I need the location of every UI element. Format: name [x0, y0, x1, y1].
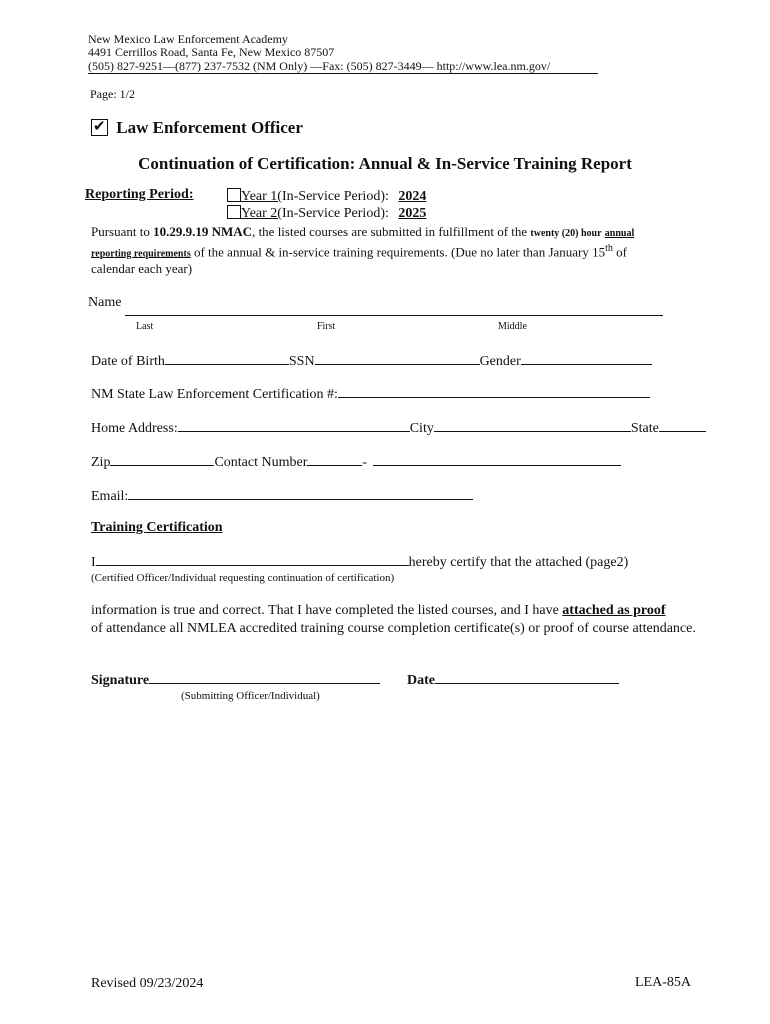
certify-name-field[interactable] — [96, 553, 409, 566]
zip-field[interactable] — [110, 453, 214, 466]
signature-field[interactable] — [149, 671, 380, 684]
pursuant-line1 — [91, 224, 634, 240]
year2-label: Year 2( — [241, 206, 282, 221]
annual-text: annual — [604, 228, 635, 239]
zip-row — [91, 453, 621, 471]
certify-row — [91, 553, 628, 571]
officer-type-row — [91, 118, 303, 138]
email-row — [91, 487, 473, 505]
ssn-field[interactable] — [315, 352, 480, 365]
signature-caption: (Submitting Officer/Individual) — [181, 690, 320, 702]
year2-checkbox[interactable] — [227, 205, 241, 219]
pursuant-line3: calendar each year) — [91, 261, 193, 276]
dob-label: Date of Birth — [91, 354, 165, 369]
gender-field[interactable] — [521, 352, 652, 365]
contact-area-field[interactable] — [307, 453, 362, 466]
address-row — [91, 419, 706, 437]
cert-label: NM State Law Enforcement Certification #: — [91, 387, 338, 402]
year1-row — [227, 188, 426, 205]
middle-caption: Middle — [498, 321, 527, 332]
page-number: Page: 1/2 — [90, 87, 135, 101]
email-field[interactable] — [128, 487, 473, 500]
first-caption: First — [317, 321, 336, 332]
cert-row — [91, 385, 650, 403]
info-line1 — [91, 603, 665, 619]
ssn-label: SSN — [288, 354, 315, 369]
dob-row — [91, 352, 652, 370]
last-caption: Last — [136, 321, 154, 332]
certify-text: hereby certify that the attached (page2) — [408, 555, 629, 570]
state-label: State — [630, 421, 659, 436]
year2-period: In-Service Period): — [281, 206, 389, 221]
city-label: City — [409, 421, 434, 436]
year1-value: 2024 — [398, 189, 427, 204]
contact-dash: - — [362, 455, 368, 470]
cert-field[interactable] — [338, 385, 650, 398]
dob-field[interactable] — [165, 352, 289, 365]
info-line2: of attendance all NMLEA accredited training course completion certificate(s) or proof of course attendance. — [91, 621, 696, 636]
certify-caption: (Certified Officer/Individual requesting continuation of certification) — [91, 572, 395, 584]
date-label: Date — [407, 673, 435, 688]
email-label: Email: — [91, 489, 129, 504]
year1-checkbox[interactable] — [227, 188, 241, 202]
date-field[interactable] — [435, 671, 619, 684]
attached-proof: attached as proof — [562, 603, 666, 618]
nmac-code: 10.29.9.19 NMAC — [153, 224, 253, 239]
form-title: Continuation of Certification: Annual & In-Service Training Report — [138, 154, 632, 173]
hours-text: twenty (20) hour — [530, 228, 602, 239]
academy-name: New Mexico Law Enforcement Academy — [88, 32, 288, 46]
pursuant-line2 — [91, 243, 627, 260]
address-label: Home Address: — [91, 421, 178, 436]
training-heading: Training Certification — [91, 520, 223, 535]
state-field[interactable] — [659, 419, 706, 432]
info-text: information is true and correct. That I have completed the listed courses, and I have — [91, 603, 563, 618]
year1-period: In-Service Period): — [281, 189, 389, 204]
revised-date: Revised 09/23/2024 — [91, 976, 204, 991]
certify-i: I — [91, 555, 96, 570]
reporting-period-label: Reporting Period: — [85, 187, 194, 202]
superscript-th: th — [605, 243, 613, 254]
academy-address: 4491 Cerrillos Road, Santa Fe, New Mexico 87507 — [88, 45, 335, 59]
requirements-text: reporting requirements — [91, 248, 191, 260]
year1-label: Year 1( — [241, 189, 282, 204]
year2-row — [227, 205, 426, 222]
name-field[interactable] — [125, 303, 663, 316]
gender-label: Gender — [479, 354, 521, 369]
city-field[interactable] — [434, 419, 631, 432]
pursuant-text-2: , the listed courses are submitted in fulfillment of the — [252, 224, 531, 239]
pursuant-text-3: of the annual & in-service training requirements. (Due no later than January 15 — [190, 244, 606, 260]
pursuant-text-4: of — [612, 244, 628, 260]
form-number: LEA-85A — [635, 975, 691, 990]
academy-contact — [88, 60, 598, 74]
name-label: Name — [88, 295, 122, 310]
zip-label: Zip — [91, 455, 111, 470]
contact-label: Contact Number — [214, 455, 308, 470]
contact-number-field[interactable] — [373, 453, 621, 466]
address-field[interactable] — [178, 419, 410, 432]
pursuant-text: Pursuant to — [91, 224, 154, 239]
year2-value: 2025 — [398, 206, 427, 221]
officer-type-label: Law Enforcement Officer — [116, 118, 303, 137]
signature-row — [91, 671, 380, 689]
academy-contact-text: (505) 827-9251—(877) 237-7532 (NM Only) —Fax: (505) 827-3449— http://www.lea.nm.gov/ — [88, 59, 551, 73]
signature-label: Signature — [91, 673, 150, 688]
officer-type-checkbox[interactable] — [91, 119, 108, 136]
date-row — [407, 671, 619, 689]
